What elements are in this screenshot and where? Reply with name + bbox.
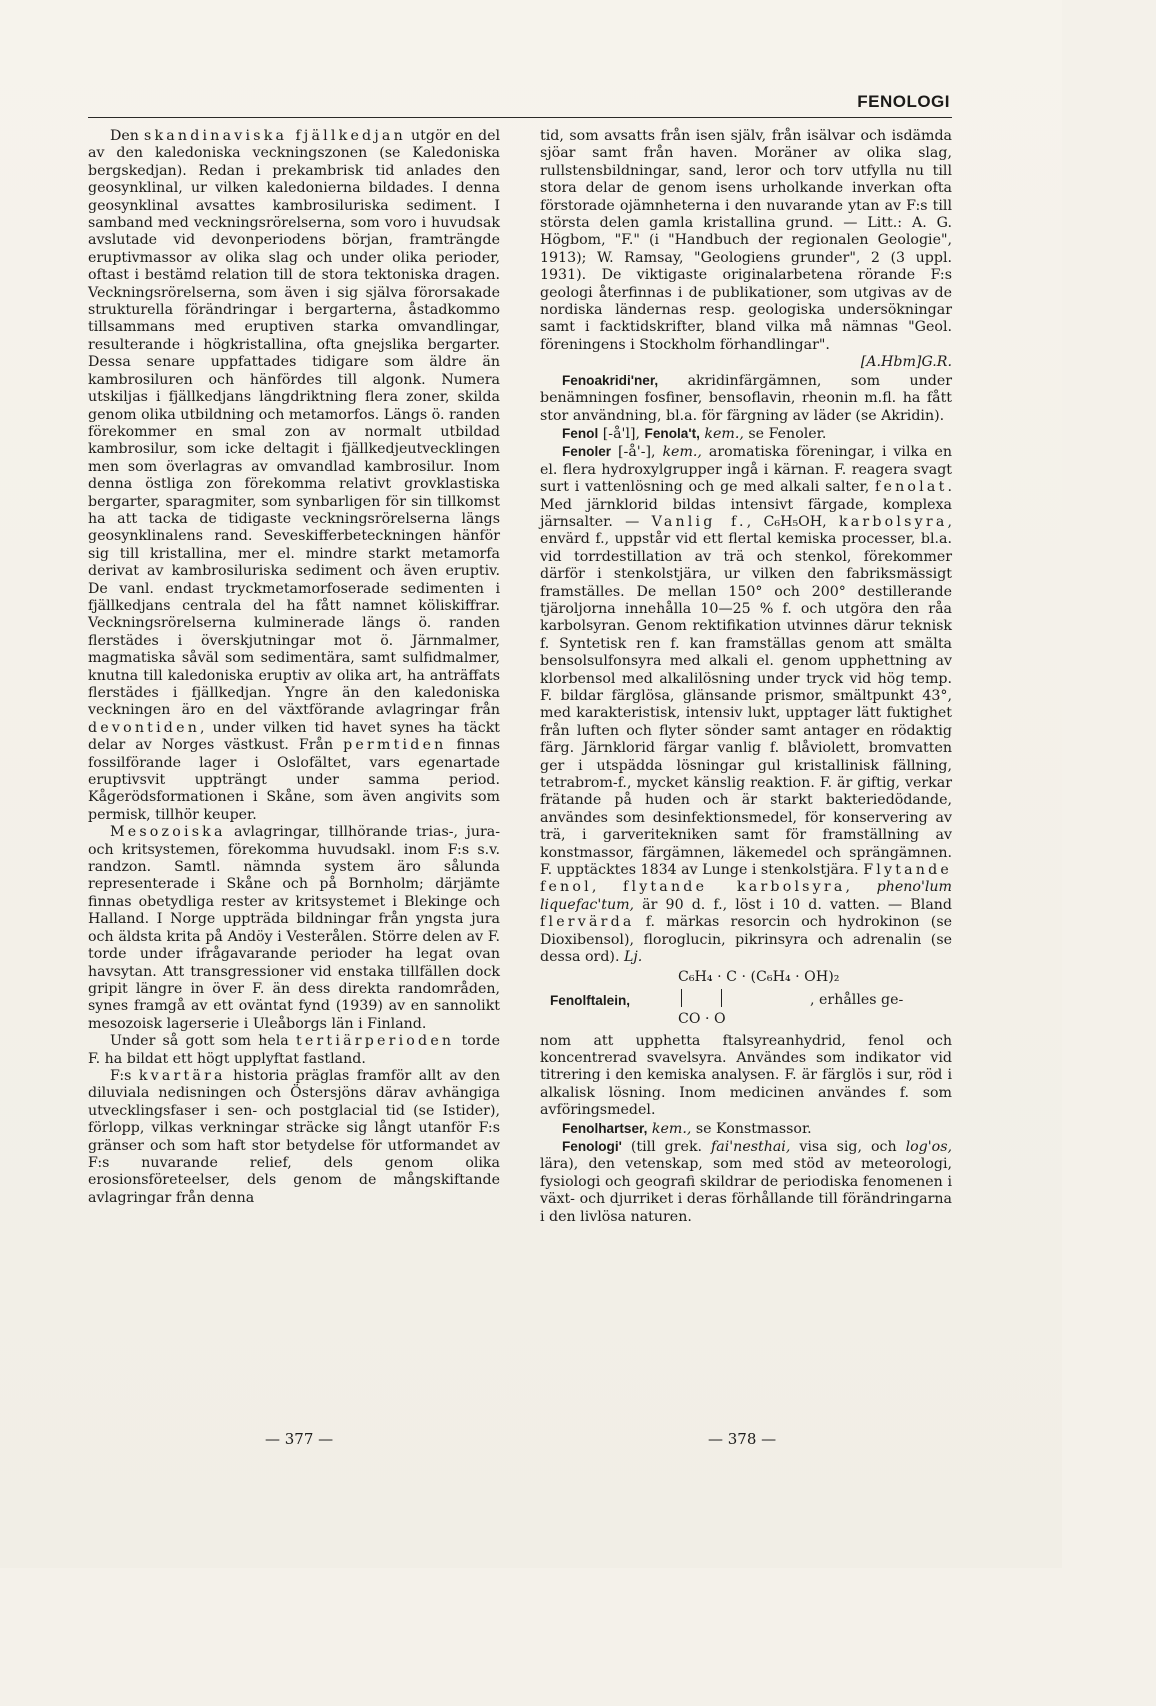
text-run: [-å'l], bbox=[598, 425, 645, 442]
page-number-left: — 377 — bbox=[265, 1430, 334, 1448]
text-run: se Fenoler. bbox=[743, 425, 827, 442]
spaced-term: devontiden bbox=[88, 719, 201, 736]
italic-term: kem., bbox=[651, 1120, 692, 1137]
italic-term: kem., bbox=[704, 425, 744, 442]
text-run: tid, som avsatts från isen själv, från isälvar och isdämda sjöar samt från haven. Moräner av olika slag, rullstensbildningar, sand, leror och torv utfylla nu till stora delar de genom isens urholkande inverkan ofta förstorade ojämnheterna i den nuvarande ytan av F:s till största delen gamla kristallina grund. — Litt.: A. G. Högbom, "F." (i "Handbuch der regionalen Geologie", 1913); W. Ramsay, "Geologiens grunder", 2 (3 uppl. 1931). De viktigaste originalarbetena rörande F:s geologi återfinnas i de publikationer, som utgivas av de nordiska ländernas resp. geologiska undersökningar samt i facktidskrifter, bland vilka må nämnas "Geol. föreningens i Stockholm förhandlingar". bbox=[540, 128, 952, 353]
text-run: avlagringar, tillhörande trias-, jura- och kritsystemen, förekomma huvudsakl. inom F:s s.v. randzon. Samtl. nämnda system äro sålunda representerade i Skåne och på Bornholm; därjämte finnas obetydliga rester av kritsystemet i Blekinge och Halland. I Norge uppträda bildningar från yngsta jura och äldsta krita på Andöy i Vesterålen. Större delen av F. torde under ifrågavarande perioder ha legat ovan havsytan. Att transgressioner vid enstaka tillfällen dock gripit längre in över F. än dess direkta randområden, synes framgå av ett oväntat fynd (1939) av en sannolikt mesozoisk lagerserie i Uleåborgs län i Finland. bbox=[88, 824, 500, 1032]
spaced-term: flervärda bbox=[540, 914, 635, 931]
right-column bbox=[540, 128, 952, 1226]
text-run: Under så gott som hela bbox=[110, 1033, 296, 1050]
formula-bond-left bbox=[681, 989, 682, 1007]
spaced-term: skandinaviska fjällkedjan bbox=[144, 128, 406, 144]
text-run: , bbox=[591, 879, 623, 896]
text-run: finnas fossilförande lager i Oslofältet, vars egenartade eruptivsvit uppträngt under samma period. Kågerödsformationen i Skåne, som även angivits som permisk, tillhör keuper. bbox=[88, 737, 500, 823]
italic-term: kem., bbox=[662, 444, 702, 461]
headword: Fenol bbox=[562, 425, 599, 441]
spaced-term: karbolsyra bbox=[838, 513, 948, 530]
text-run: . Med järnklorid bildas intensivt färgade, komplexa järnsalter. — bbox=[540, 479, 952, 530]
header-rule bbox=[88, 117, 952, 118]
text-run: lära), den vetenskap, som med stöd av meteorologi, fysiologi och geografi skildrar de periodiska fenomenen i växt- och djurriket i deras förhållande till förändringarna i den livlösa naturen. bbox=[540, 1156, 952, 1225]
headword: Fenolhartser, bbox=[562, 1120, 648, 1136]
spaced-term: flytande karbolsyra bbox=[623, 879, 846, 896]
text-run: akridinfärgämnen, som under benämningen fosfiner, bensoflavin, rheonin m.fl. ha fått stor användning, bl.a. för färgning av läder (se Akridin). bbox=[540, 372, 952, 424]
running-head: FENOLOGI bbox=[857, 92, 950, 111]
headword: Fenoakridi'ner, bbox=[562, 372, 659, 388]
entry-fenolftalein-text: nom att upphetta ftalsyreanhydrid, fenol och koncentrerad svavelsyra. Användes som indikator vid titrering i den kemiska analysen. F. är färglös i sur, röd i alkalisk lösning. Inom medicinen användes f. som avföringsmedel. bbox=[540, 1032, 952, 1119]
spaced-term: permtiden bbox=[343, 737, 447, 754]
text-run: (till grek. bbox=[621, 1138, 712, 1155]
text-run: utgör en del av den kaledoniska veckningszonen (se Kaledoniska bergskedjan). Redan i prekambrisk tid anlades den geosynklinal, ur vilken kaledonierna bildades. I denna geosynklinal avsattes kambrosiluriska sediment. I samband med veckningsrörelserna, som voro i huvudsak avslutade vid devonperiodens början, framträngde eruptivmassor av olika slag och under olika perioder, oftast i bestämd relation till de stora tektoniska dragen. Veckningsrörelserna, som även i sig själva förorsakade strukturella förändringar i bergarterna, åstadkommo tillsammans med eruptiven starka omvandlingar, resulterande i högkristallina, ofta gnejslika bergarter. Dessa senare uppfattades tidigare som äldre än kambrosiluren och hänfördes till algonk. Numera utskiljas i fjällkedjans längdriktning flera zoner, skilda genom olika utbildning och metamorfos. Längs ö. randen förekommer en smal zon av normalt utbildad kambrosilur, som icke deltagit i fjällkedjeutvecklingen men som överlagras av omvandlad kambrosilur. Inom denna östliga zon förekomma relativt grovklastiska bergarter, sparagmiter, som synbarligen för sin tillkomst ha att tacka de tidigaste veckningsrörelserna längs geosynklinalens rand. Seveskifferbeteckningen hänför sig till kristallina, mer el. mindre starkt metamorfa derivat av kambrosiluriska sediment och även eruptiv. De vanl. endast tryckmetamorfoserade sedimenten i fjällkedjans centrala del ha fått namnet köliskiffrar. Veckningsrörelserna kulminerade längs ö. randen flerstädes i överskjutningar mot ö. Järnmalmer, magmatiska såväl som sedimentära, samt sulfidmalmer, knutna till kaledoniska eruptiv av olika art, ha anträffats flerstädes i fjällkedjan. Yngre än den kaledoniska veckningen äro en del växtförande avlagringar från bbox=[88, 128, 501, 719]
spaced-term: fenolat bbox=[875, 479, 948, 496]
page-number-right: — 378 — bbox=[708, 1430, 777, 1448]
text-run: historia präglas framför allt av den diluviala nedisningen och Östersjöns därav avhängiga utvecklingsfaser i sen- och postglacial tid (se Istider), förlopp, vilkas verkningar sträcke sig långt utanför F:s gränser och som haft stor betydelse för utformandet av F:s nuvarande relief, dels genom olika erosionsföreteelser, dels genom de mångskiftande avlagringar från denna bbox=[88, 1067, 500, 1206]
formula-tail: , erhålles ge- bbox=[810, 991, 904, 1008]
entry-fenolhartser bbox=[540, 1120, 952, 1138]
spaced-term: Vanlig f. bbox=[651, 513, 747, 530]
left-column bbox=[88, 128, 500, 1207]
italic-term: fai'nesthai, bbox=[711, 1138, 791, 1155]
paragraph-tertiar bbox=[88, 1033, 500, 1068]
formula-bottom: CO · O bbox=[678, 1010, 726, 1027]
signature-line bbox=[540, 354, 952, 371]
headword: Fenoler bbox=[562, 444, 612, 460]
text-run: , under vilken tid havet synes ha täckt delar av Norges västkust. Från bbox=[88, 719, 500, 754]
entry-fenologi bbox=[540, 1138, 952, 1226]
text-run: Den bbox=[110, 128, 144, 144]
text-run: aromatiska föreningar, i vilka en el. flera hydroxylgrupper ingå i kärnan. F. reagera svagt surt i vattenlösning och ge med alkali salter, bbox=[540, 444, 952, 496]
paragraph-continuation bbox=[540, 128, 952, 354]
spaced-term: tertiärperioden bbox=[295, 1033, 455, 1050]
text-run: se Konstmassor. bbox=[691, 1120, 812, 1137]
text-run: [-å'-], bbox=[611, 444, 663, 461]
paragraph-mesozoiska bbox=[88, 824, 500, 1033]
spaced-term: Mesozoiska bbox=[110, 824, 226, 841]
text-run: , C₆H₅OH, bbox=[746, 513, 839, 530]
paragraph-kvartara bbox=[88, 1068, 500, 1207]
italic-term: Lj. bbox=[623, 949, 643, 966]
spaced-term: kvartära bbox=[138, 1067, 226, 1084]
text-run: torde F. ha bildat ett högt upplyftat fastland. bbox=[88, 1033, 500, 1067]
text-run: visa sig, och bbox=[790, 1138, 906, 1155]
italic-term: log'os, bbox=[905, 1138, 952, 1155]
formula-bond-right bbox=[721, 989, 722, 1007]
italic-term: pheno'lum liquefac'tum, bbox=[540, 879, 952, 913]
text-run: , envärd f., uppstår vid ett flertal kemiska processer, bl.a. vid torrdestillation av trä och stenkol, förekommer därför i stenkolstjära, ur vilken den fabriksmässigt framställes. De mellan 150° och 200° destillerande tjäroljorna innehålla 10—25 % f. och utgöra den råa karbolsyran. Genom rektifikation utvinnes därur teknisk f. Syntetisk ren f. kan framställas genom att smälta bensolsulfonsyra med alkali el. genom upphettning av klorbensol med alkalilösning under tryck vid hög temp. F. bildar färglösa, glänsande prismor, smältpunkt 43°, med karakteristisk, intensiv lukt, upptager lätt fuktighet från luften och flyter sönder samt antager en rödaktig färg. Järnklorid färgar vanlig f. blåviolett, bromvatten ger i utspädda lösningar gul kristallinisk fällning, tetrabrom-f., mycket känslig reaktion. F. är giftig, verkar frätande på huden och är starkt bakteriedödande, användes som desinfektionsmedel, för konservering av trä, i garveritekniken samt för framställning av konstmassor, färgämnen, läkemedel och sprängämnen. F. upptäcktes 1834 av Lunge i stenkolstjära. bbox=[540, 513, 952, 879]
entry-fenolftalein-formula bbox=[540, 969, 952, 1033]
headword-fenolftalein: Fenolftalein, bbox=[550, 992, 631, 1008]
text-run: f. märkas resorcin och hydrokinon (se Dioxibensol), floroglucin, pikrinsyra och adrenalin (se dessa ord). bbox=[540, 914, 952, 966]
formula-top: C₆H₄ · C · (C₆H₄ · OH)₂ bbox=[678, 968, 840, 985]
spaced-term: Flytande fenol bbox=[540, 862, 952, 896]
headword: Fenologi' bbox=[562, 1138, 622, 1154]
entry-fenoakridiner bbox=[540, 372, 952, 425]
text-run: F:s bbox=[110, 1067, 139, 1084]
text-run: , bbox=[845, 879, 877, 896]
paragraph-fjallkedjan bbox=[88, 128, 500, 824]
entry-fenoler bbox=[540, 443, 952, 966]
headword: Fenola't, bbox=[644, 425, 700, 441]
author-signature: [A.Hbm]G.R. bbox=[860, 354, 952, 371]
text-run: är 90 d. f., löst i 10 d. vatten. — Bland bbox=[634, 896, 952, 913]
entry-fenol bbox=[540, 425, 952, 443]
